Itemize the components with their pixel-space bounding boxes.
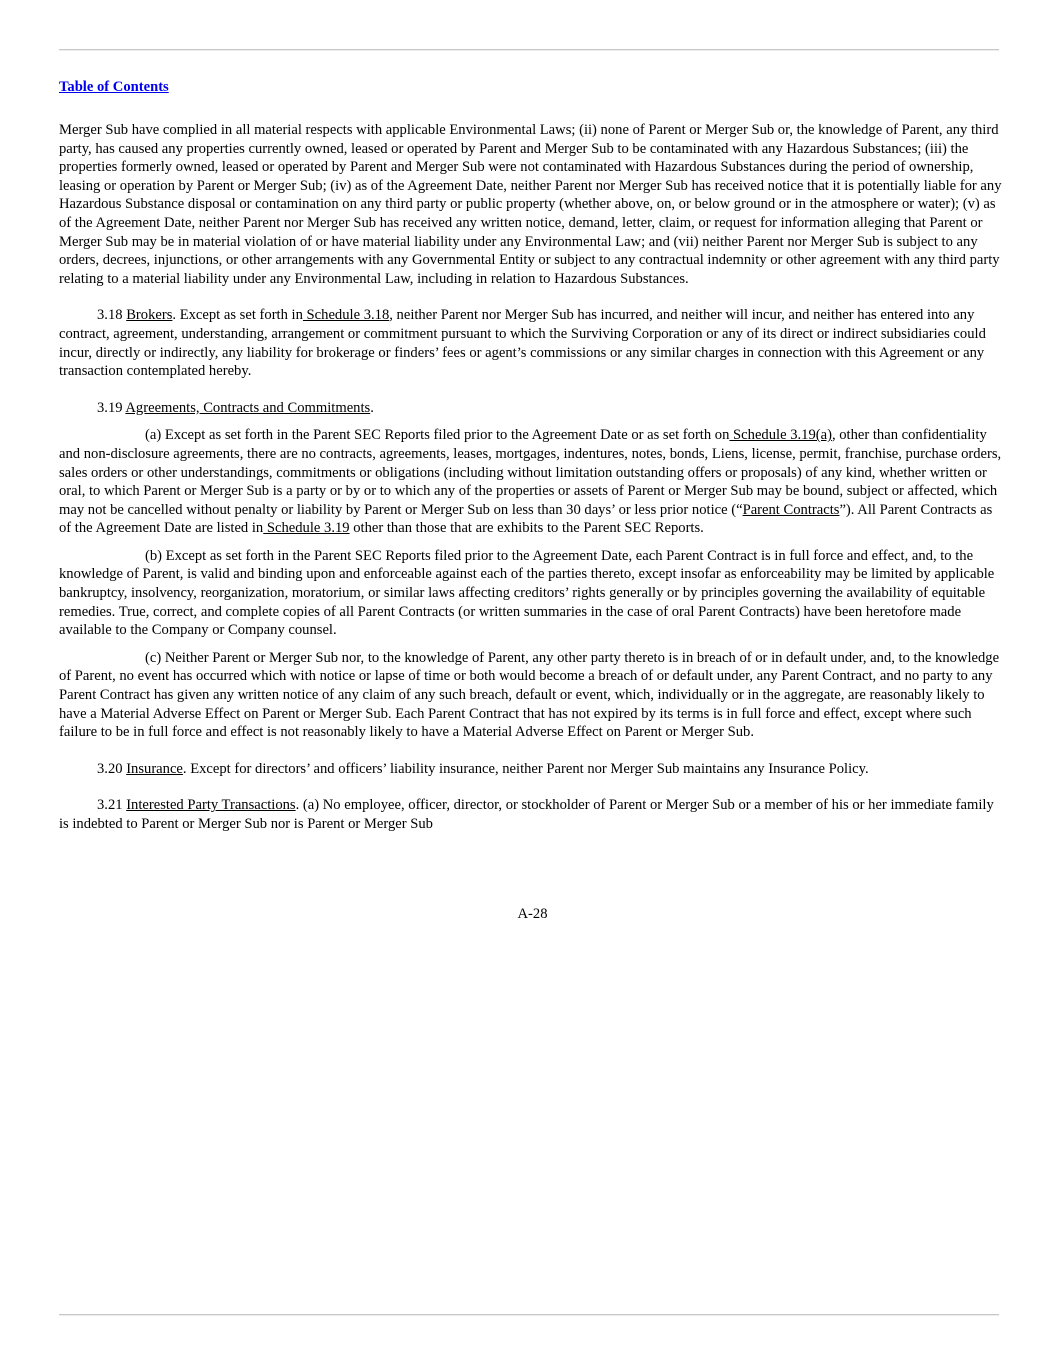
section-text: , other than confidentiality and non-disclosure agreements, there are no contracts, agreements, leases, mortgages, indentures, notes, bonds, Liens, license, permit, franchise, purchase orders, sales orders or other understandings, commitments or obligations (including without limitation outstanding offers or proposals) of any kind, whether written or oral, to which Parent or Merger Sub is a party or by or to which any of the properties or assets of Parent or Merger Sub may be bound, subject or affected, which may not be cancelled without penalty or liability by Parent or Merger Sub on less than 30 days’ or less prior notice (“ bbox=[59, 427, 1002, 518]
section-3-21-interested-party bbox=[59, 796, 1007, 833]
section-text: , neither Parent nor Merger Sub has incurred, and neither will incur, and neither has entered into any contract, agreement, understanding, arrangement or commitment pursuant to which the Surviving Corporation or any of its direct or indirect subsidiaries could incur, directly or indirectly, any liability for brokerage or finders’ fees or agent’s commissions or any similar charges in connection with this Agreement or any transaction contemplated hereby. bbox=[59, 307, 986, 380]
section-number: 3.18 bbox=[97, 307, 127, 324]
section-heading-insurance: Insurance bbox=[126, 760, 183, 777]
section-3-19-c: (c) Neither Parent or Merger Sub nor, to the knowledge of Parent, any other party thereto is in breach of or in default under, and, to the knowledge of Parent, no event has occurred which with notice or lapse of time or both would become a breach of or default under, any Parent Contract, and no party to any Parent Contract has given any written notice of any claim of any such breach, default or event, which, individually or in the aggregate, are reasonably likely to have a Material Adverse Effect on Parent or Merger Sub. Each Parent Contract that has not expired by its terms is in full force and effect, except where such failure to be in full force and effect is not reasonably likely to have a Material Adverse Effect on Parent or Merger Sub. bbox=[59, 649, 1000, 741]
document-body bbox=[59, 121, 1007, 834]
paragraph-environmental-continued: Merger Sub have complied in all material respects with applicable Environmental Laws; (ii) none of Parent or Merger Sub or, the knowledge of Parent, any third party, has caused any properties currently owned, leased or operated by Parent and Merger Sub to be contaminated with any Hazardous Substances; (iii) the properties formerly owned, leased or operated by Parent and Merger Sub were not contaminated with Hazardous Substances during the period of ownership, leasing or operation by Parent or Merger Sub; (iv) as of the Agreement Date, neither Parent nor Merger Sub has received notice that it is potentially liable for any Hazardous Substance disposal or contamination on any third party or public property (whether above, on, or below ground or in the atmosphere or water); (v) as of the Agreement Date, neither Parent nor Merger Sub has received any written notice, demand, letter, claim, or request for information alleging that Parent or Merger Sub may be in material violation of or have material liability under any Environmental Law; and (vii) neither Parent nor Merger Sub is subject to any orders, decrees, injunctions, or other arrangements with any Governmental Entity or subject to any contractual indemnity or other agreement with any third party relating to a material liability under any Environmental Law, including in relation to Hazardous Substances. bbox=[59, 122, 1002, 287]
schedule-3-19a-ref: Schedule 3.19(a) bbox=[729, 427, 832, 444]
section-number: 3.21 bbox=[97, 797, 127, 814]
section-text: . bbox=[370, 399, 374, 416]
section-3-19-heading bbox=[59, 399, 1007, 418]
section-text: (a) Except as set forth in the Parent SEC Reports filed prior to the Agreement Date or as set forth on bbox=[145, 427, 730, 444]
section-text: . Except for directors’ and officers’ liability insurance, neither Parent nor Merger Sub maintains any Insurance Policy. bbox=[182, 760, 869, 777]
section-number: 3.20 bbox=[97, 760, 127, 777]
section-3-20-insurance bbox=[59, 760, 1007, 779]
section-heading-agreements: Agreements, Contracts and Commitments bbox=[125, 399, 371, 416]
section-heading-interested-party: Interested Party Transactions bbox=[126, 797, 296, 814]
section-text: . Except as set forth in bbox=[172, 307, 303, 324]
schedule-3-18-ref: Schedule 3.18 bbox=[302, 307, 390, 324]
section-text: ”). All Parent Contracts as of the Agreement Date are listed in bbox=[59, 501, 993, 537]
parent-contracts-term: Parent Contracts bbox=[742, 501, 840, 518]
section-heading-brokers: Brokers bbox=[126, 307, 173, 324]
section-text: other than those that are exhibits to the Parent SEC Reports. bbox=[349, 520, 704, 537]
page-number: A-28 bbox=[517, 906, 548, 922]
section-3-19-a bbox=[59, 426, 1007, 538]
section-3-19-b: (b) Except as set forth in the Parent SEC Reports filed prior to the Agreement Date, each Parent Contract is in full force and effect, and, to the knowledge of Parent, is valid and binding upon and enforceable against each of the parties thereto, except insofar as enforceability may be limited by applicable bankruptcy, insolvency, reorganization, moratorium, or similar laws affecting creditors’ rights generally or by principles governing the availability of equitable remedies. True, correct, and complete copies of all Parent Contracts (or written summaries in the case of oral Parent Contracts) have been heretofore made available to the Company or Company counsel. bbox=[59, 547, 995, 639]
bottom-divider bbox=[59, 1314, 999, 1315]
table-of-contents-link[interactable]: Table of Contents bbox=[59, 79, 169, 95]
section-text: . (a) No employee, officer, director, or stockholder of Parent or Merger Sub or a member of his or her immediate family is indebted to Parent or Merger Sub nor is Parent or Merger Sub bbox=[59, 797, 994, 832]
section-number: 3.19 bbox=[97, 399, 126, 416]
top-divider bbox=[59, 49, 999, 50]
schedule-3-19-ref: Schedule 3.19 bbox=[263, 520, 350, 537]
section-3-18-brokers bbox=[59, 306, 1007, 380]
